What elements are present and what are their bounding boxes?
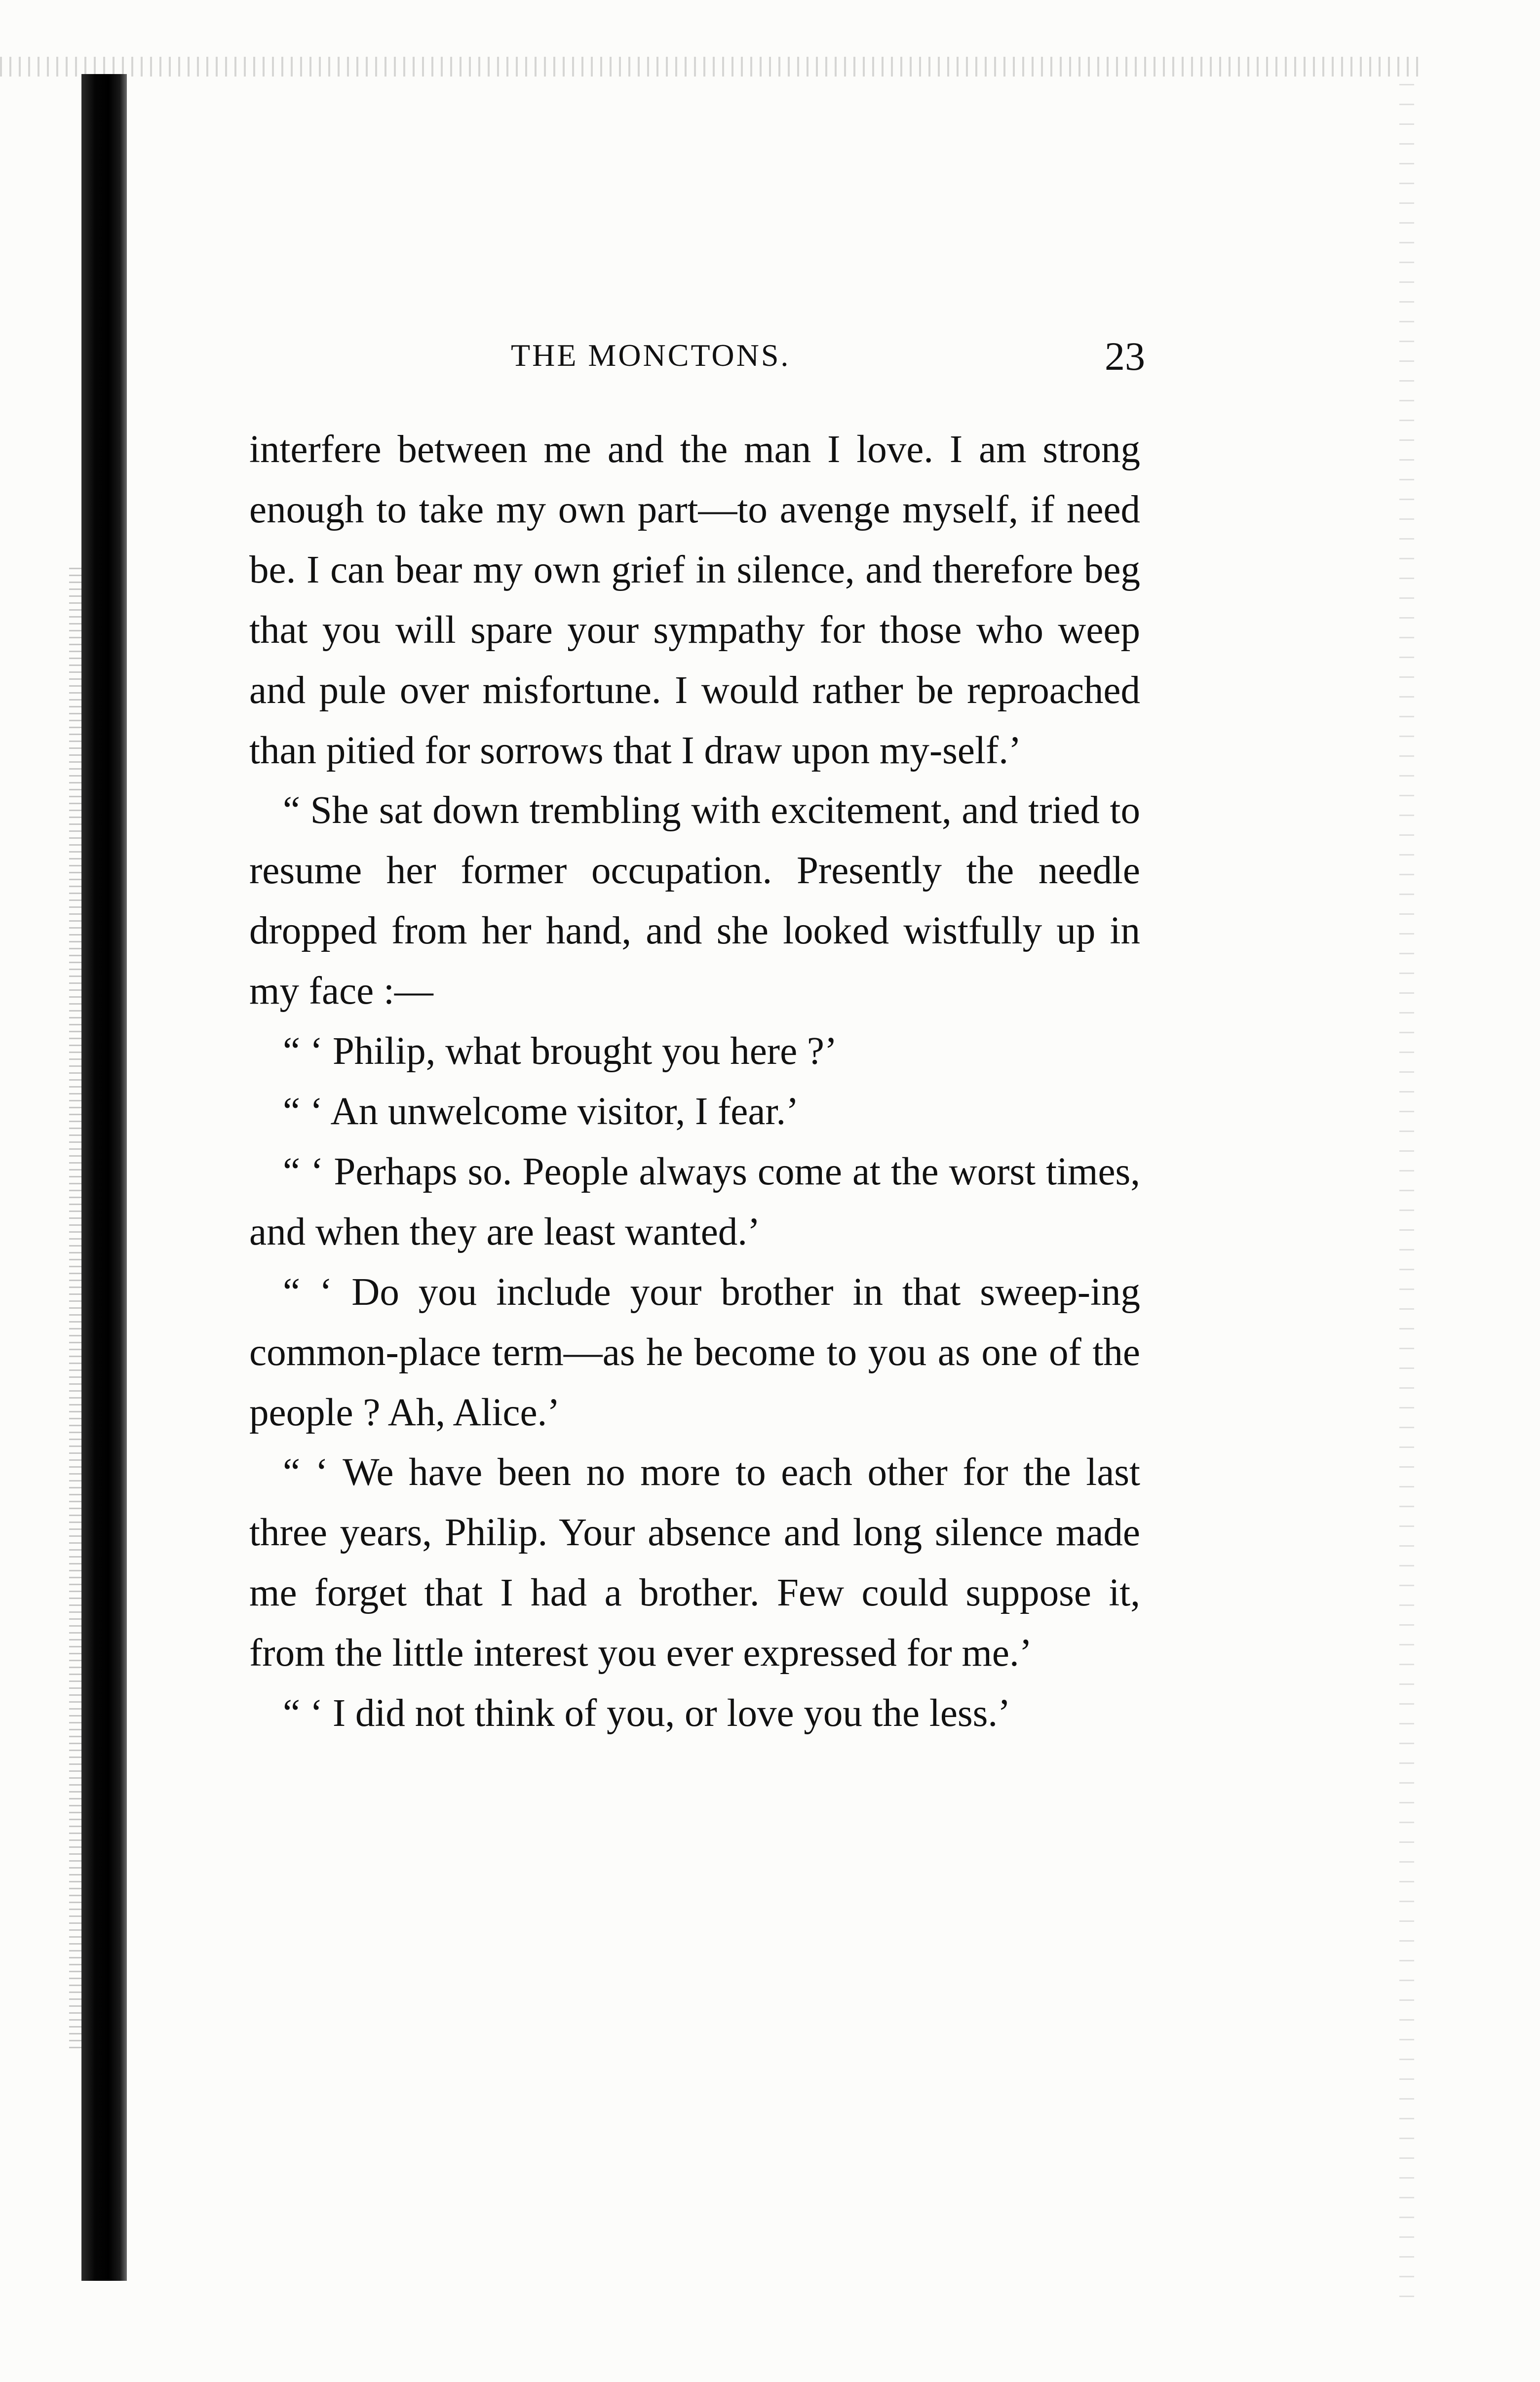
paragraph: “ She sat down trembling with excitement, and tried to resume her former occupation. Presently the needle dropped from her hand, and she looked wistfully up in my face :—	[249, 789, 1140, 1013]
paragraph: “ ‘ Do you include your brother in that sweep-ing common-place term—as he become to you as one of the people ? Ah, Alice.’	[249, 1270, 1140, 1434]
running-head: THE MONCTONS.	[511, 338, 791, 373]
scan-right-edge-noise	[1399, 84, 1414, 2305]
binding-shadow	[81, 74, 127, 2281]
paragraph: “ ‘ We have been no more to each other for the last three years, Philip. Your absence and long silence made me forget that I had a brother. Few could suppose it, from the little interest you ever expressed for me.’	[249, 1451, 1140, 1675]
page-header	[511, 333, 1145, 388]
scan-top-edge-noise	[0, 57, 1422, 77]
body-text	[249, 420, 1140, 1744]
paragraph: “ ‘ An unwelcome visitor, I fear.’	[283, 1090, 799, 1133]
paragraph: “ ‘ Perhaps so. People always come at the worst times, and when they are least wanted.’	[249, 1150, 1140, 1253]
page-number: 23	[1105, 334, 1145, 379]
paragraph: interfere between me and the man I love. I am strong enough to take my own part—to avenge myself, if need be. I can bear my own grief in silence, and therefore beg that you will spare your sympathy for those who weep and pule over misfortune. I would rather be reproached than pitied for sorrows that I draw upon my-self.’	[249, 428, 1140, 772]
paragraph: “ ‘ I did not think of you, or love you the less.’	[283, 1692, 1011, 1735]
paragraph: “ ‘ Philip, what brought you here ?’	[283, 1030, 838, 1073]
